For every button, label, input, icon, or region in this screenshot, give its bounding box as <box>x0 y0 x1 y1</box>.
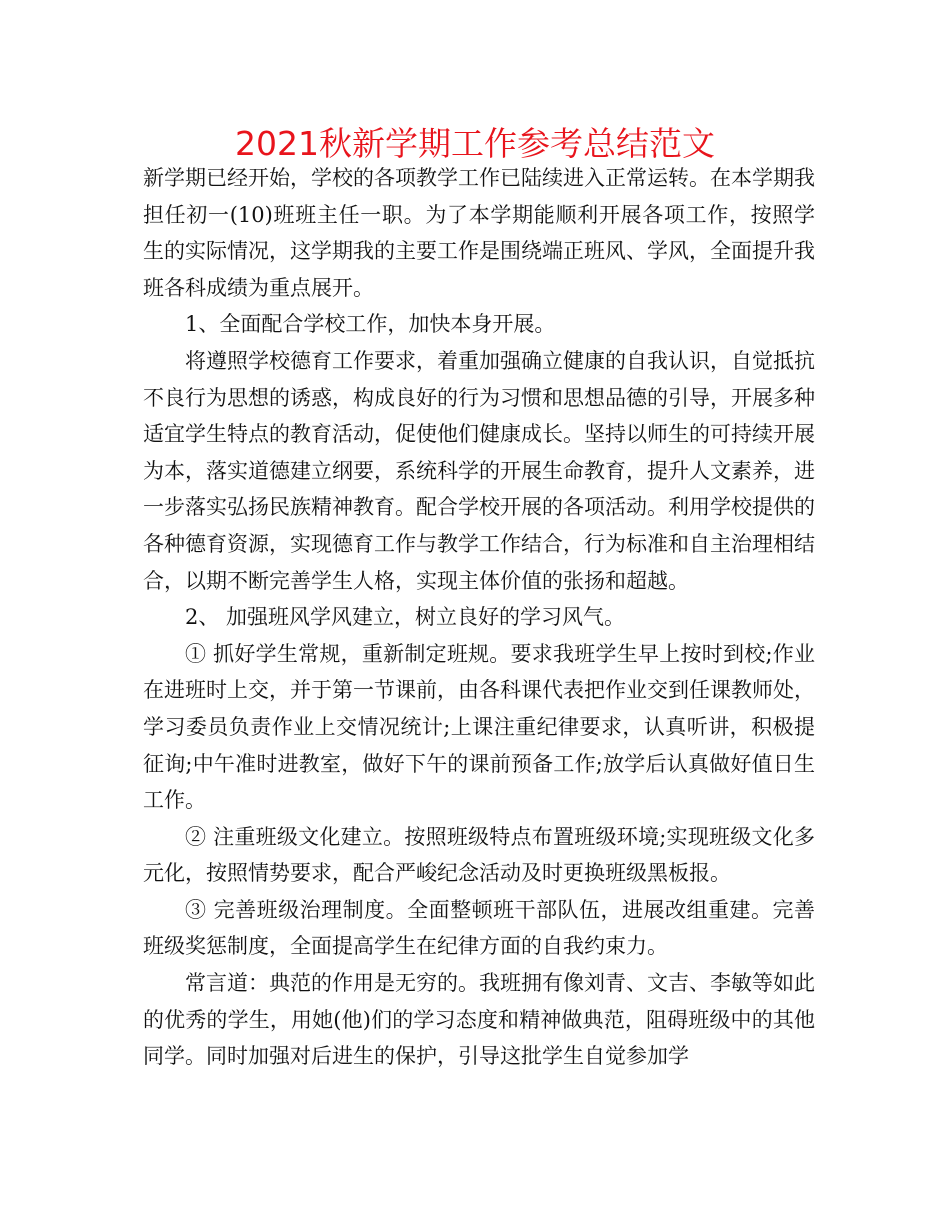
paragraph-item-2: ② 注重班级文化建立。按照班级特点布置班级环境;实现班级文化多元化，按照情势要求，配合严峻纪念活动及时更换班级黑板报。 <box>143 824 815 886</box>
paragraph-section-2-heading: 2、 加强班风学风建立，树立良好的学习风气。 <box>185 605 626 630</box>
paragraph-section-1-heading: 1、全面配合学校工作，加快本身开展。 <box>185 312 556 337</box>
paragraph-item-1: ① 抓好学生常规，重新制定班规。要求我班学生早上按时到校;作业在进班时上交，并于第一节课前，由各科课代表把作业交到任课教师处，学习委员负责作业上交情况统计;上课注重纪律要求，认真听讲，积极提征询;中午准时进教室，做好下午的课前预备工作;放学后认真做好值日生工作。 <box>143 641 815 813</box>
paragraph-example: 常言道：典范的作用是无穷的。我班拥有像刘青、文吉、李敏等如此的优秀的学生，用她(他)们的学习态度和精神做典范，阻碍班级中的其他同学。同时加强对后进生的保护，引导这批学生自觉参加学 <box>143 971 815 1069</box>
paragraph-intro: 新学期已经开始，学校的各项教学工作已陆续进入正常运转。在本学期我担任初一(10)班班主任一职。为了本学期能顺利开展各项工作，按照学生的实际情况，这学期我的主要工作是围绕端正班风、学风，全面提升我班各科成绩为重点展开。 <box>143 166 815 300</box>
document-title: 2021秋新学期工作参考总结范文 <box>235 124 715 163</box>
document-body <box>143 160 815 1075</box>
paragraph-item-3: ③ 完善班级治理制度。全面整顿班干部队伍，进展改组重建。完善班级奖惩制度，全面提高学生在纪律方面的自我约束力。 <box>143 897 815 959</box>
paragraph-section-1-body: 将遵照学校德育工作要求，着重加强确立健康的自我认识，自觉抵抗不良行为思想的诱惑，构成良好的行为习惯和思想品德的引导，开展多种适宜学生特点的教育活动，促使他们健康成长。坚持以师生的可持续开展为本，落实道德建立纲要，系统科学的开展生命教育，提升人文素养，进一步落实弘扬民族精神教育。配合学校开展的各项活动。利用学校提供的各种德育资源，实现德育工作与教学工作结合，行为标准和自主治理相结合，以期不断完善学生人格，实现主体价值的张扬和超越。 <box>143 348 815 593</box>
